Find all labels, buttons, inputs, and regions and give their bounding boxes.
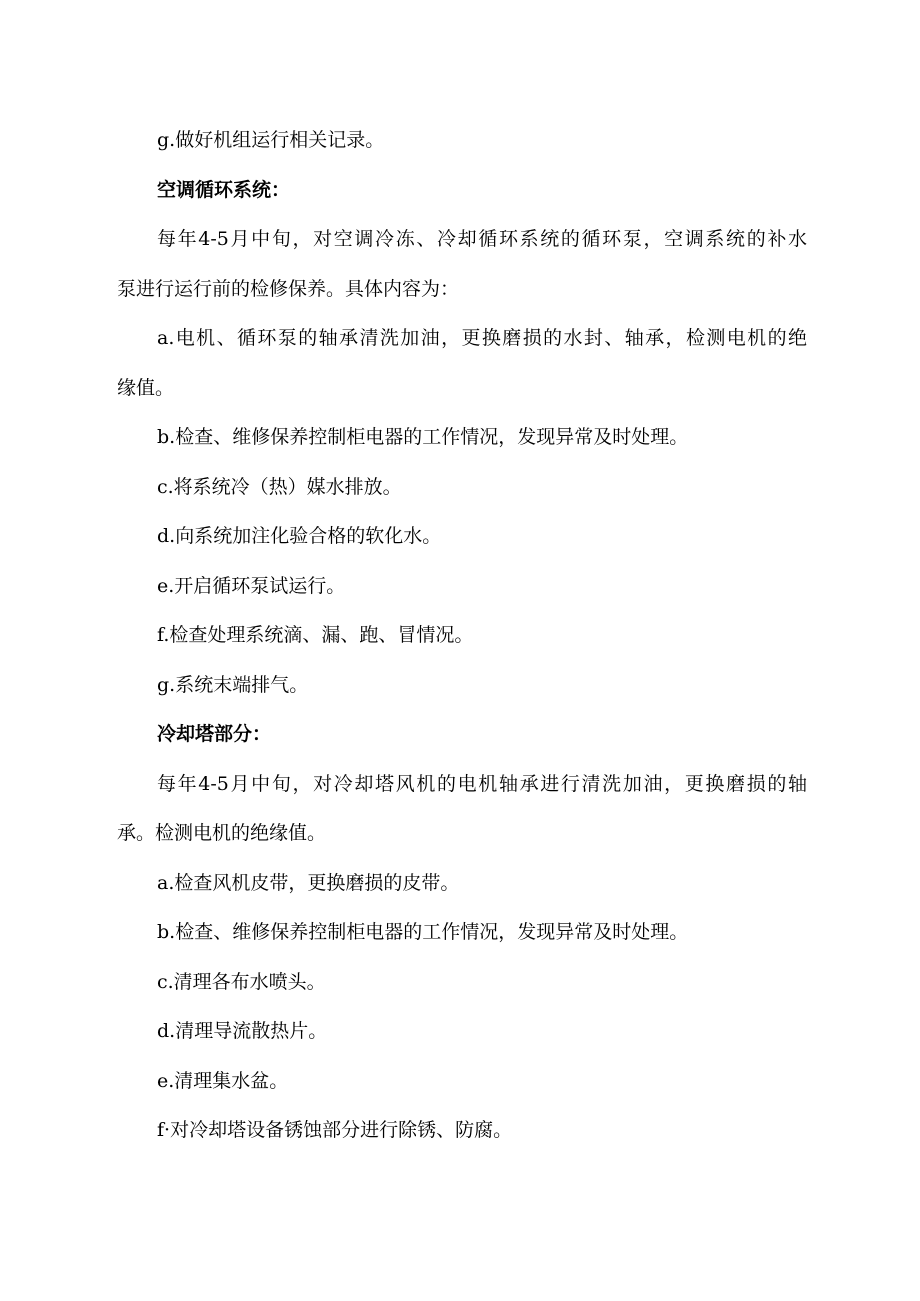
list-item-f-rust: f·对冷却塔设备锈蚀部分进行除锈、防腐。 [157, 1119, 513, 1141]
list-item-b-control-cabinet-tower: b.检查、维修保养控制柜电器的工作情况，发现异常及时处理。 [157, 921, 689, 943]
list-item-c-nozzles: c.清理各布水喷头。 [157, 970, 326, 993]
list-item-e-basin: e.清理集水盆。 [157, 1069, 289, 1092]
section-heading-ac-circulation: 空调循环系统： [157, 178, 291, 201]
list-item-a-motor-line1: a.电机、循环泵的轴承清洗加油，更换磨损的水封、轴承，检测电机的绝 [157, 327, 807, 349]
list-item-f-leak-check: f.检查处理系统滴、漏、跑、冒情况。 [157, 624, 474, 646]
list-item-d-soft-water: d.向系统加注化验合格的软化水。 [157, 525, 442, 547]
paragraph-tower-intro-line1: 每年4-5月中旬，对冷却塔风机的电机轴承进行清洗加油，更换磨损的轴 [157, 772, 807, 795]
list-item-a-motor-line2: 缘值。 [117, 376, 175, 399]
list-item-d-fins: d.清理导流散热片。 [157, 1020, 328, 1042]
paragraph-ac-intro-line2: 泵进行运行前的检修保养。具体内容为： [117, 277, 460, 300]
list-item-c-drain: c.将系统冷（热）媒水排放。 [157, 475, 402, 498]
list-item-a-belt: a.检查风机皮带，更换磨损的皮带。 [157, 871, 460, 894]
list-item-e-trial-run: e.开启循环泵试运行。 [157, 574, 346, 597]
paragraph-tower-intro-line2: 承。检测电机的绝缘值。 [117, 822, 327, 844]
list-item-b-control-cabinet: b.检查、维修保养控制柜电器的工作情况，发现异常及时处理。 [157, 426, 689, 448]
list-item-g-venting: g.系统末端排气。 [157, 673, 309, 696]
list-item-g-record: g.做好机组运行相关记录。 [157, 129, 385, 151]
document-body [117, 116, 807, 1156]
section-heading-cooling-tower: 冷却塔部分： [157, 723, 272, 745]
paragraph-ac-intro-line1: 每年4-5月中旬，对空调冷冻、冷却循环系统的循环泵，空调系统的补水 [157, 228, 807, 250]
